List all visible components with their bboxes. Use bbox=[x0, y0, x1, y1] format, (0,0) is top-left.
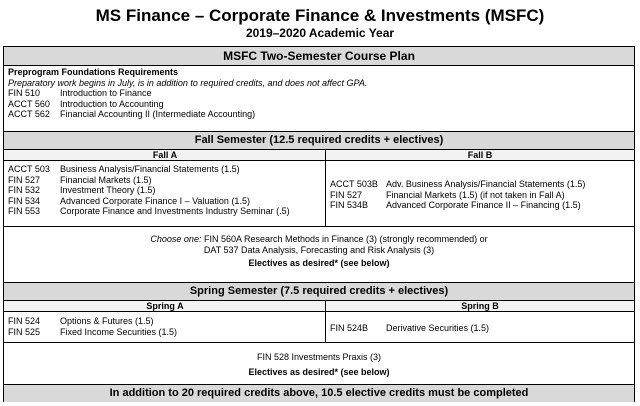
course-name: Investment Theory (1.5) bbox=[60, 185, 156, 195]
course-row bbox=[8, 327, 177, 338]
choose-option-2: DAT 537 Data Analysis, Forecasting and Risk Analysis (3) bbox=[203, 244, 435, 255]
course-row bbox=[8, 175, 290, 186]
course-row bbox=[8, 185, 290, 196]
page-subtitle: 2019–2020 Academic Year bbox=[245, 26, 395, 40]
choose-prefix: Choose one: bbox=[150, 234, 202, 244]
course-name: Corporate Finance and Investments Industry Seminar (.5) bbox=[60, 206, 290, 216]
course-code: FIN 510 bbox=[8, 88, 41, 98]
course-code: FIN 534 bbox=[8, 195, 41, 206]
elective-requirement-footer: In addition to 20 required credits above, 10.5 elective credits must be completed bbox=[4, 384, 634, 402]
course-plan-table bbox=[3, 46, 635, 402]
course-row bbox=[8, 206, 290, 217]
praxis-course: FIN 528 Investments Praxis (3) bbox=[256, 352, 382, 362]
prereq-section bbox=[8, 67, 367, 120]
course-row bbox=[8, 196, 290, 207]
choose-option-1: FIN 560A Research Methods in Finance (3) (strongly recommended) or bbox=[203, 234, 488, 244]
course-name: Derivative Securities (1.5) bbox=[386, 323, 490, 333]
spring-a-courses bbox=[8, 316, 177, 337]
course-name: Advanced Corporate Finance I – Valuation (1.5) bbox=[60, 195, 250, 206]
course-name: Fixed Income Securities (1.5) bbox=[60, 326, 178, 337]
spring-praxis-block bbox=[4, 352, 634, 377]
spring-semester-heading: Spring Semester (7.5 required credits + electives) bbox=[4, 282, 634, 301]
fall-b-courses bbox=[330, 179, 585, 211]
fall-a-courses bbox=[8, 164, 290, 217]
course-code: ACCT 503B bbox=[330, 179, 378, 189]
course-name: Introduction to Accounting bbox=[60, 98, 164, 109]
spring-divider bbox=[325, 301, 326, 342]
course-name: Financial Accounting II (Intermediate Accounting) bbox=[60, 109, 256, 119]
prereq-course bbox=[8, 99, 367, 110]
choose-line-1 bbox=[4, 234, 634, 245]
course-code: FIN 525 bbox=[8, 326, 41, 337]
prereq-heading: Preprogram Foundations Requirements bbox=[8, 67, 179, 77]
course-name: Options & Futures (1.5) bbox=[60, 316, 154, 326]
prereq-course bbox=[8, 88, 367, 99]
course-row bbox=[330, 200, 585, 211]
course-name: Business Analysis/Financial Statements (1.5) bbox=[60, 164, 240, 174]
course-row bbox=[8, 316, 177, 327]
course-code: FIN 527 bbox=[8, 174, 41, 185]
page-title: MS Finance – Corporate Finance & Investments (MSFC) bbox=[95, 6, 545, 25]
course-name: Financial Markets (1.5) (if not taken in Fall A) bbox=[386, 189, 565, 200]
course-code: FIN 534B bbox=[330, 200, 369, 210]
fall-choose-block bbox=[4, 234, 634, 269]
prereq-note: Preparatory work begins in July, is in addition to required credits, and does not affect GPA. bbox=[8, 77, 368, 88]
course-code: ACCT 560 bbox=[8, 98, 50, 109]
course-name: Introduction to Finance bbox=[60, 88, 152, 98]
spring-b-label: Spring B bbox=[326, 301, 634, 312]
course-code: FIN 524B bbox=[330, 323, 369, 333]
spring-electives: Electives as desired* (see below) bbox=[248, 366, 390, 377]
course-name: Advanced Corporate Finance II – Financing (1.5) bbox=[386, 200, 581, 210]
fall-electives: Electives as desired* (see below) bbox=[248, 258, 390, 268]
course-name: Adv. Business Analysis/Financial Statements (1.5) bbox=[386, 179, 586, 189]
fall-courses-divider bbox=[4, 226, 634, 227]
course-row bbox=[8, 164, 290, 175]
course-row bbox=[330, 179, 585, 190]
course-code: FIN 532 bbox=[8, 185, 41, 195]
fall-semester-heading: Fall Semester (12.5 required credits + electives) bbox=[4, 131, 634, 150]
course-code: FIN 524 bbox=[8, 316, 41, 326]
fall-b-label: Fall B bbox=[326, 150, 634, 161]
spring-courses-divider bbox=[4, 342, 634, 343]
course-code: FIN 527 bbox=[330, 189, 363, 200]
plan-banner: MSFC Two-Semester Course Plan bbox=[4, 46, 634, 66]
course-code: FIN 553 bbox=[8, 206, 41, 216]
prereq-course bbox=[8, 109, 367, 120]
spring-b-courses bbox=[330, 323, 489, 334]
fall-divider bbox=[325, 150, 326, 226]
spring-a-label: Spring A bbox=[4, 301, 326, 312]
course-name: Financial Markets (1.5) bbox=[60, 174, 152, 185]
course-row bbox=[330, 323, 489, 334]
course-code: ACCT 562 bbox=[8, 109, 50, 119]
course-code: ACCT 503 bbox=[8, 164, 50, 174]
fall-a-label: Fall A bbox=[4, 150, 326, 161]
course-row bbox=[330, 190, 585, 201]
